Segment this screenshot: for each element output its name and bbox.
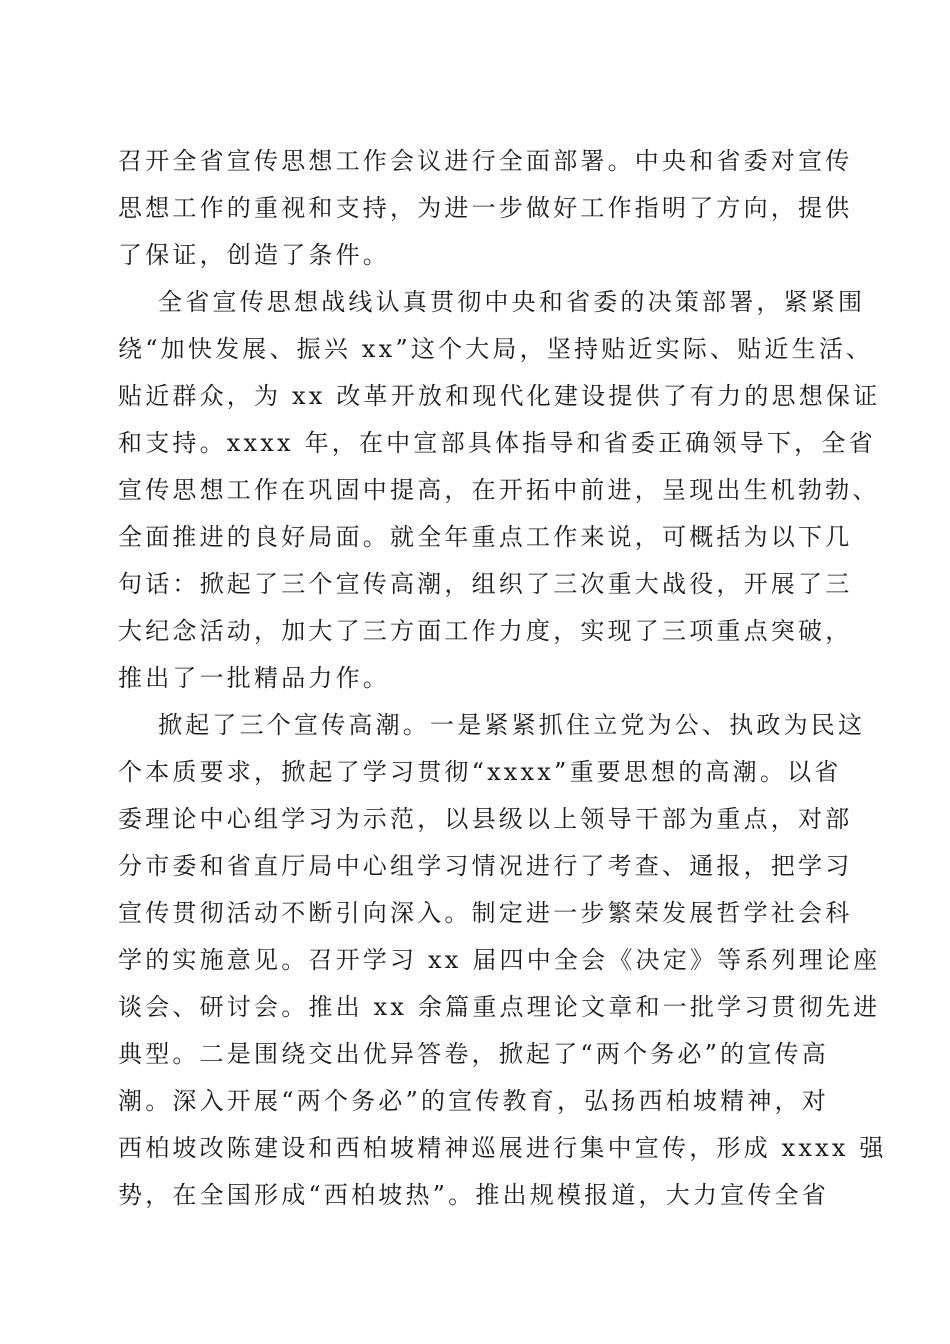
paragraph-start-line: 掀起了三个宣传高潮。一是紧紧抓住立党为公、执政为民这	[158, 711, 866, 739]
text-line: 召开全省宣传思想工作会议进行全面部署。中央和省委对宣传	[118, 147, 853, 175]
text-line: 宣传贯彻活动不断引向深入。制定进一步繁荣发展哲学社会科	[118, 899, 853, 927]
text-line: 全面推进的良好局面。就全年重点工作来说，可概括为以下几	[118, 523, 853, 551]
text-line: 分市委和省直厅局中心组学习情况进行了考查、通报，把学习	[118, 852, 853, 880]
text-line: 学的实施意见。召开学习 xx 届四中全会《决定》等系列理论座	[118, 946, 881, 974]
text-line: 谈会、研讨会。推出 xx 余篇重点理论文章和一批学习贯彻先进	[118, 993, 881, 1021]
text-line: 委理论中心组学习为示范，以县级以上领导干部为重点，对部	[118, 805, 853, 833]
text-line: 句话：掀起了三个宣传高潮，组织了三次重大战役，开展了三	[118, 570, 853, 598]
text-line: 了保证，创造了条件。	[118, 241, 390, 269]
text-line: 个本质要求，掀起了学习贯彻“xxxx”重要思想的高潮。以省	[118, 758, 842, 786]
text-line: 和支持。xxxx 年，在中宣部具体指导和省委正确领导下，全省	[118, 429, 876, 457]
paragraph-start-line: 全省宣传思想战线认真贯彻中央和省委的决策部署，紧紧围	[158, 288, 866, 316]
text-line: 宣传思想工作在巩固中提高，在开拓中前进，呈现出生机勃勃、	[118, 476, 880, 504]
text-line: 典型。二是围绕交出优异答卷，掀起了“两个务必”的宣传高	[118, 1040, 829, 1068]
text-line: 思想工作的重视和支持，为进一步做好工作指明了方向，提供	[118, 194, 853, 222]
text-line: 推出了一批精品力作。	[118, 664, 390, 692]
body-text	[118, 138, 887, 1219]
text-line: 潮。深入开展“两个务必”的宣传教育，弘扬西柏坡精神，对	[118, 1087, 829, 1115]
text-line: 绕“加快发展、振兴 xx”这个大局，坚持贴近实际、贴近生活、	[118, 335, 874, 363]
text-line: 贴近群众，为 xx 改革开放和现代化建设提供了有力的思想保证	[118, 382, 881, 410]
text-line: 西柏坡改陈建设和西柏坡精神巡展进行集中宣传，形成 xxxx 强	[118, 1134, 887, 1162]
text-line: 势，在全国形成“西柏坡热”。推出规模报道，大力宣传全省	[118, 1181, 829, 1209]
text-line: 大纪念活动，加大了三方面工作力度，实现了三项重点突破，	[118, 617, 853, 645]
